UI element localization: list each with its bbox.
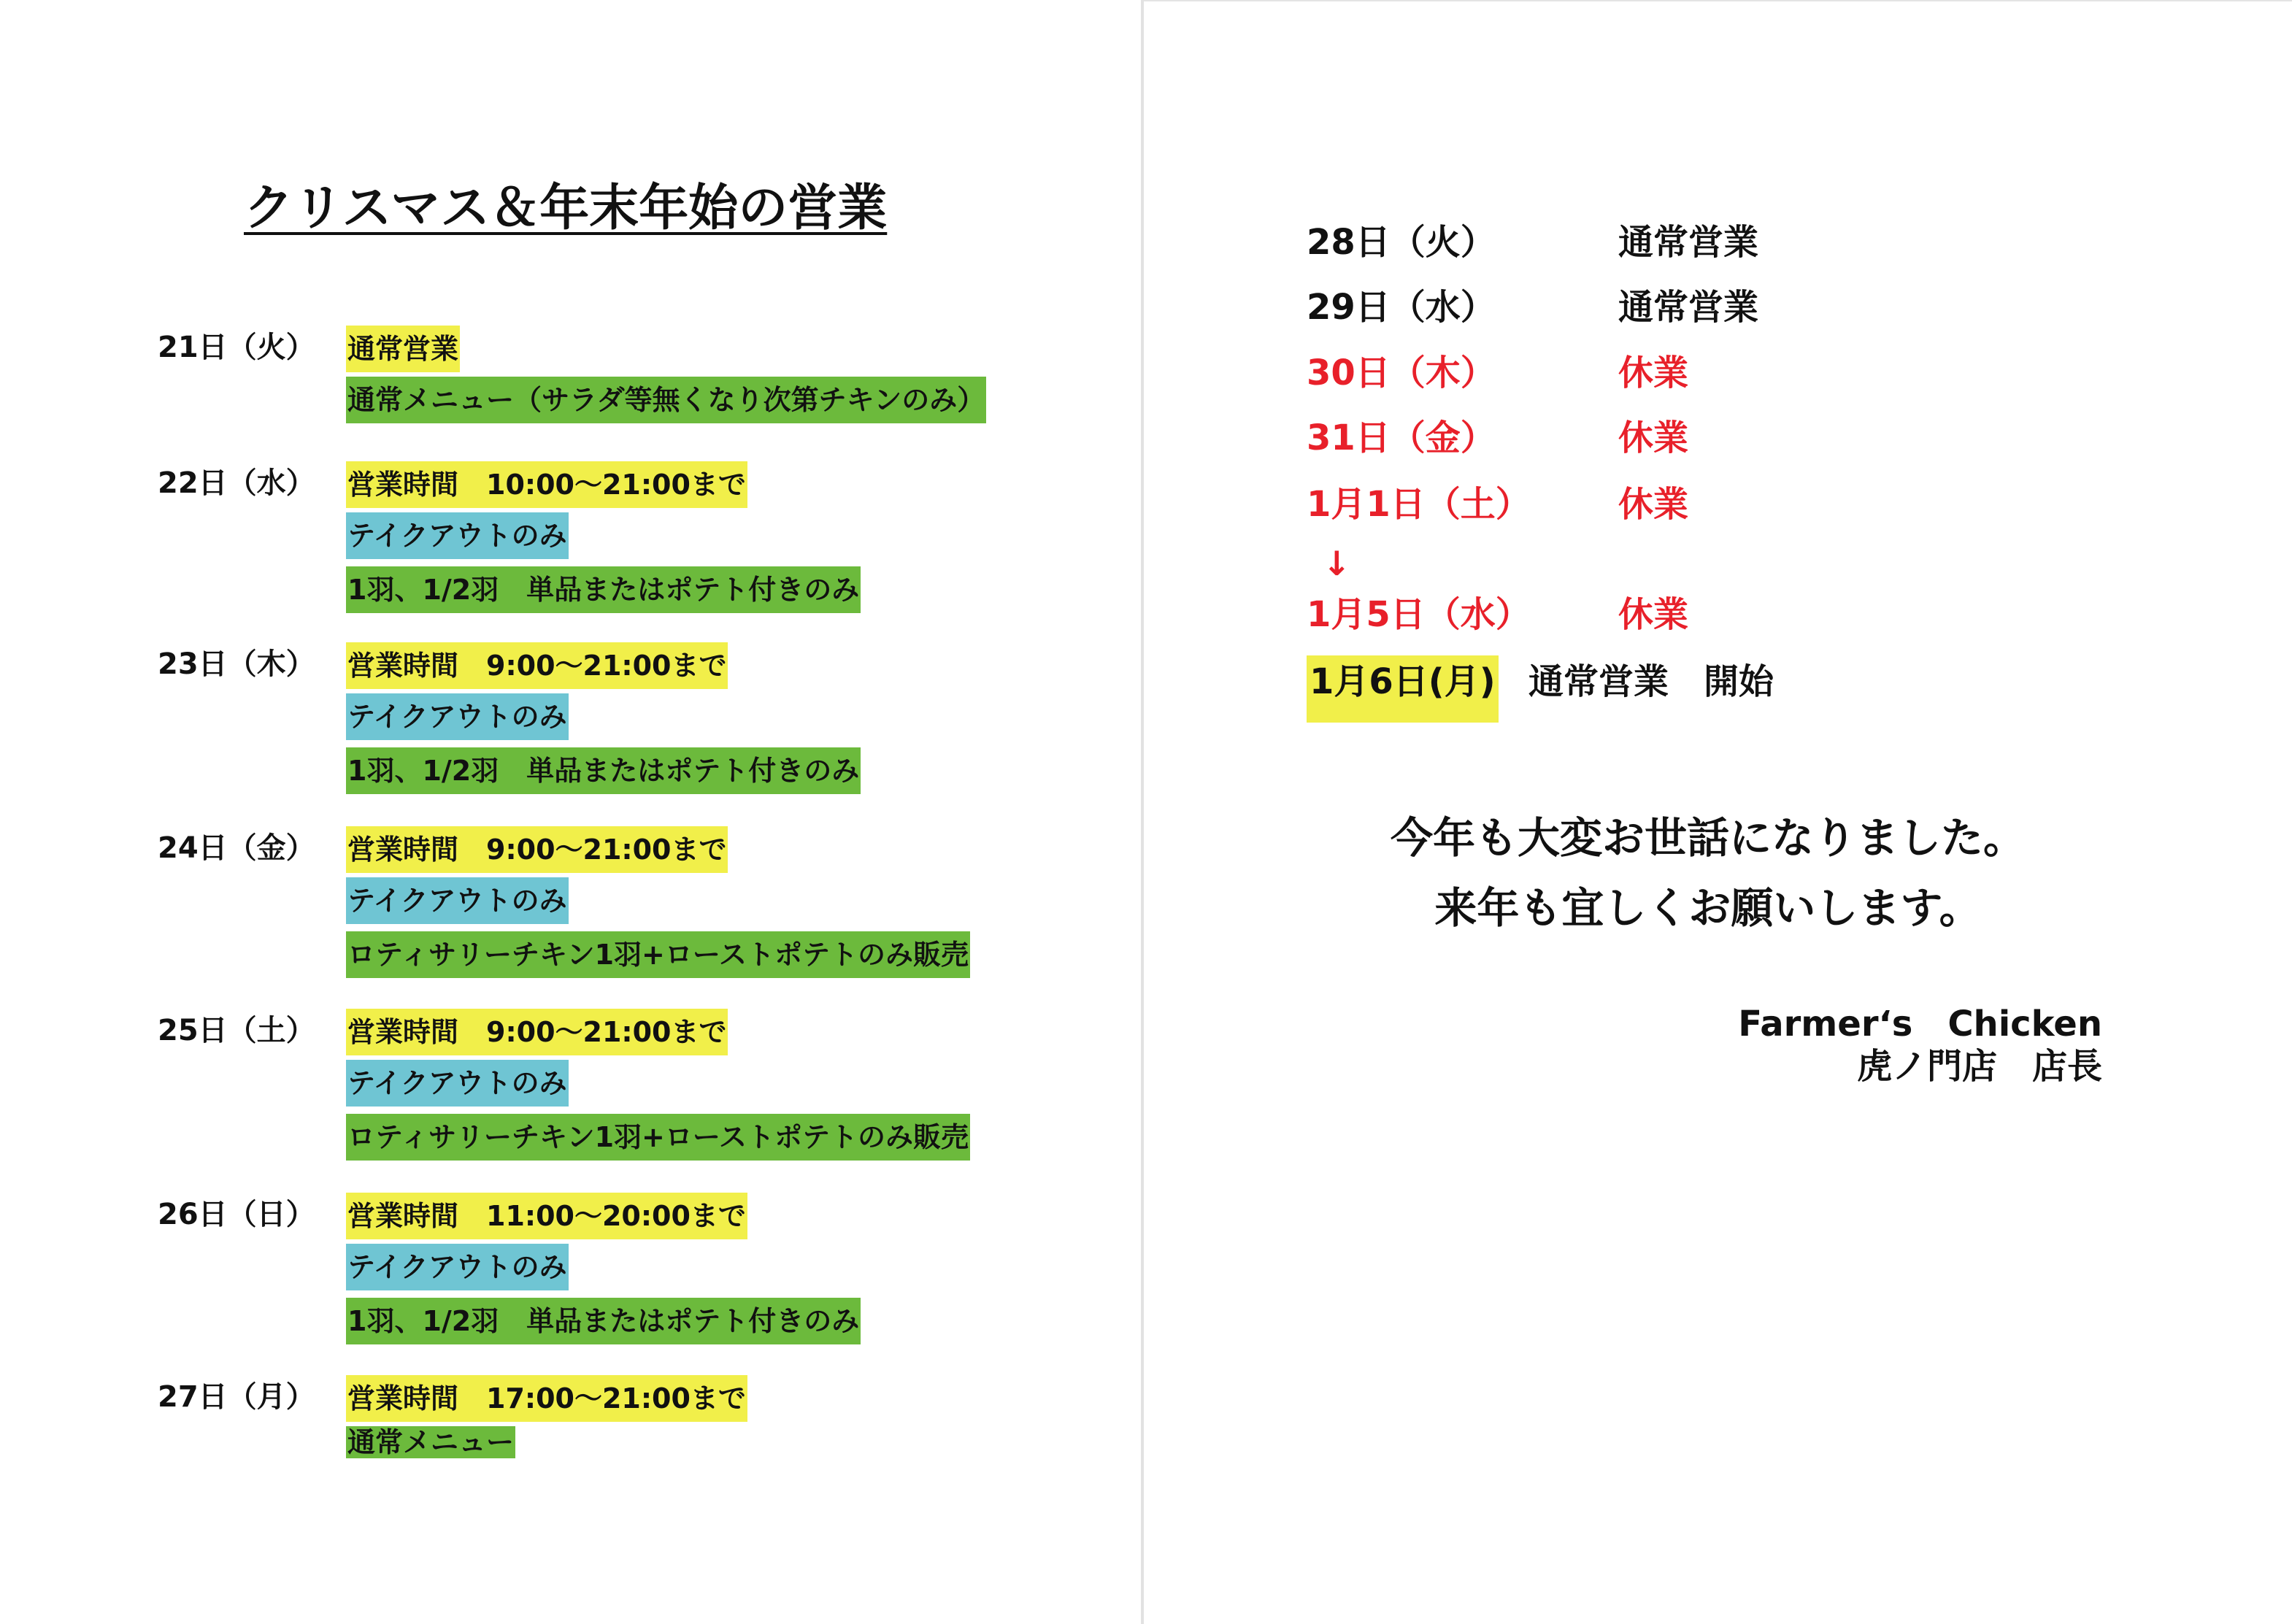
hours-highlight: 営業時間 9:00〜21:00まで [346, 642, 728, 689]
hours-highlight: 通常営業 [346, 326, 460, 372]
schedule-status: 休業 [1618, 484, 1689, 525]
schedule-date: 30日（木） [1307, 353, 1496, 393]
schedule-row [1307, 282, 1964, 333]
schedule-status: 通常営業 [1618, 287, 1759, 328]
menu-highlight: 1羽、1/2羽 単品またはポテト付きのみ [346, 1298, 861, 1344]
reopen-date-highlight: 1月6日(月) [1307, 655, 1499, 723]
menu-highlight: 通常メニュー [347, 1426, 515, 1458]
day-label: 27日（月） [158, 1380, 315, 1414]
menu-highlight: 通常メニュー（サラダ等無くなり次第チキンのみ） [346, 377, 986, 423]
down-arrow-icon: ↓ [1323, 544, 1351, 583]
takeout-highlight: テイクアウトのみ [346, 1244, 569, 1290]
schedule-status: 休業 [1618, 353, 1689, 393]
takeout-highlight: テイクアウトのみ [346, 1060, 569, 1107]
schedule-row-closed [1307, 412, 1964, 463]
schedule-status: 休業 [1618, 417, 1689, 458]
menu-highlight: ロティサリーチキン1羽+ローストポテトのみ販売 [346, 1114, 970, 1161]
greeting-line: 来年も宜しくお願いします。 [1434, 883, 1982, 933]
signature-store-name: Farmer‘s Chicken [1738, 1004, 2102, 1044]
takeout-highlight: テイクアウトのみ [346, 877, 569, 924]
menu-highlight: ロティサリーチキン1羽+ローストポテトのみ販売 [346, 931, 970, 978]
schedule-date: 28日（火） [1307, 222, 1496, 263]
day-label: 23日（木） [158, 647, 315, 681]
day-label: 24日（金） [158, 831, 315, 865]
schedule-date: 1月1日（土） [1307, 484, 1531, 525]
day-label: 22日（水） [158, 466, 315, 500]
signature-title: 虎ノ門店 店長 [1856, 1046, 2102, 1087]
greeting-line: 今年も大変お世話になりました。 [1390, 813, 2026, 863]
menu-highlight: 1羽、1/2羽 単品またはポテト付きのみ [346, 747, 861, 794]
schedule-date: 31日（金） [1307, 417, 1496, 458]
hours-highlight: 営業時間 10:00〜21:00まで [346, 461, 747, 508]
schedule-row-closed [1307, 589, 1964, 640]
schedule-date: 1月5日（水） [1307, 594, 1531, 635]
hours-highlight: 営業時間 17:00〜21:00まで [346, 1375, 747, 1422]
takeout-highlight: テイクアウトのみ [346, 512, 569, 559]
schedule-status: 休業 [1618, 594, 1689, 635]
day-label: 26日（日） [158, 1198, 315, 1231]
takeout-highlight: テイクアウトのみ [346, 693, 569, 740]
schedule-row-closed [1307, 479, 1964, 530]
reopen-status: 通常営業 開始 [1528, 661, 1774, 702]
schedule-status: 通常営業 [1618, 222, 1759, 263]
hours-highlight: 営業時間 9:00〜21:00まで [346, 1009, 728, 1055]
hours-highlight: 営業時間 11:00〜20:00まで [346, 1193, 747, 1239]
day-label: 25日（土） [158, 1014, 315, 1047]
schedule-row-closed [1307, 347, 1964, 399]
left-page [0, 0, 1141, 1624]
page-title: クリスマス＆年末年始の営業 [244, 180, 888, 237]
schedule-row [1307, 217, 1964, 268]
hours-highlight: 営業時間 9:00〜21:00まで [346, 826, 728, 873]
schedule-date: 29日（水） [1307, 287, 1496, 328]
menu-highlight: 1羽、1/2羽 単品またはポテト付きのみ [346, 566, 861, 613]
day-label: 21日（火） [158, 331, 315, 364]
